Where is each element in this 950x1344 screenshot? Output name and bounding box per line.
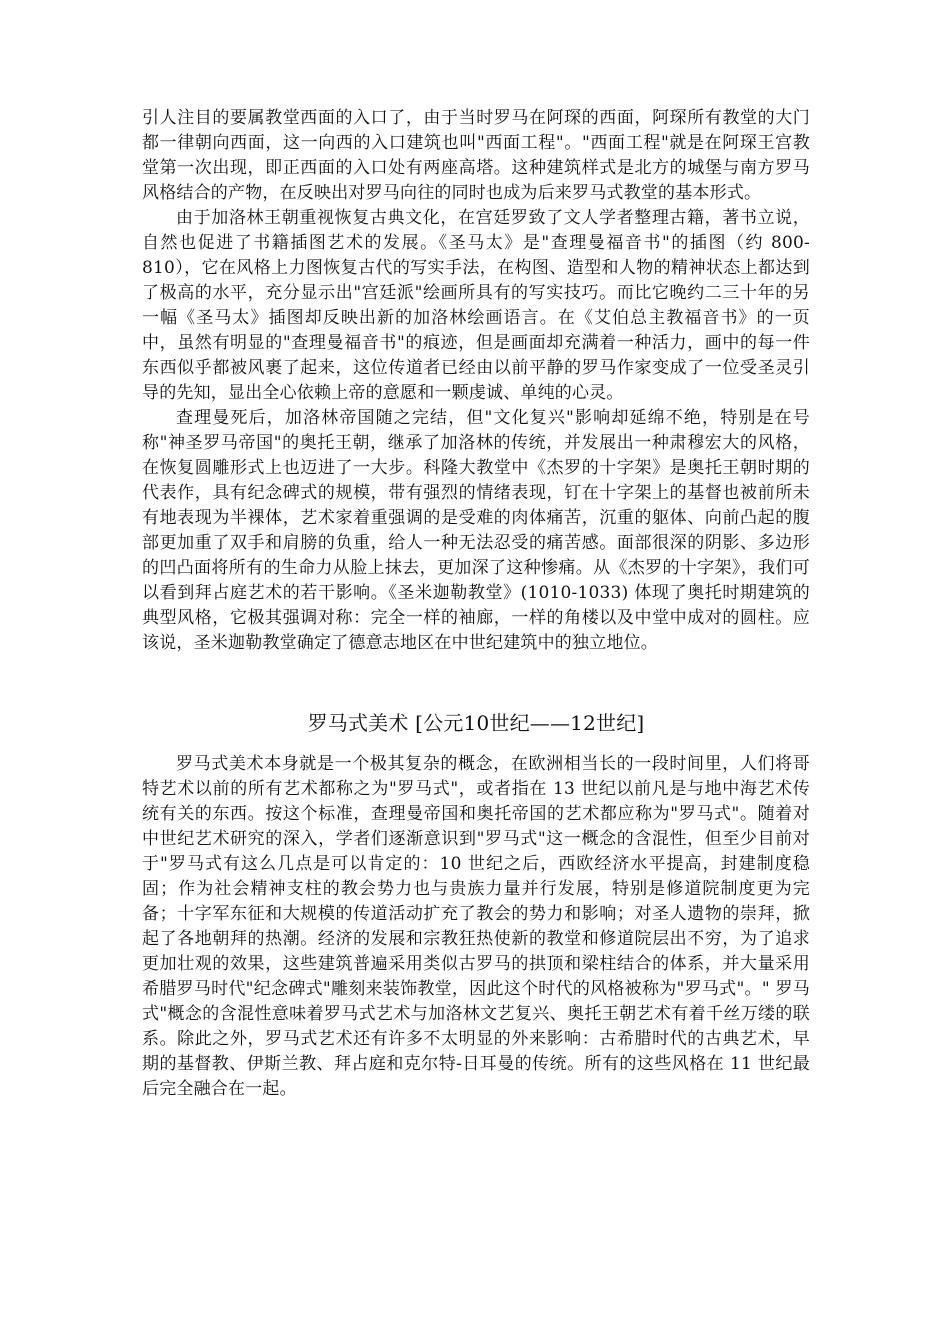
paragraph-ottonian-art: 查理曼死后，加洛林帝国随之完结，但"文化复兴"影响却延绵不绝，特别是在号称"神圣罗马帝国"的奥托王朝，继承了加洛林的传统，并发展出一种肃穆宏大的风格，在恢复圆雕形式上也迈进了一大步。科隆大教堂中《杰罗的十字架》是奥托王朝时期的代表作，具有纪念碑式的规模，带有强烈的情绪表现，钉在十字架上的基督也被前所未有地表现为半裸体，艺术家着重强调的是受难的肉体痛苦，沉重的躯体、向前凸起的腹部更加重了双手和肩膀的负重，给人一种无法忍受的痛苦感。面部很深的阴影、多边形的凹凸面将所有的生命力从脸上抹去，更加深了这种惨痛。从《杰罗的十字架》，我们可以看到拜占庭艺术的若干影响。《圣米迦勒教堂》(1010-1033) 体现了奥托时期建筑的典型风格，它极其强调对称：完全一样的袖廊，一样的角楼以及中堂中成对的圆柱。应该说，圣米迦勒教堂确定了德意志地区在中世纪建筑中的独立地位。	[142, 408, 810, 653]
paragraph-romanesque-art: 罗马式美术本身就是一个极其复杂的概念，在欧洲相当长的一段时间里，人们将哥特艺术以前的所有艺术都称之为"罗马式"，或者指在 13 世纪以前凡是与地中海艺术传统有关的东西。按这个标准，查理曼帝国和奥托帝国的艺术都应称为"罗马式"。随着对中世纪艺术研究的深入，学者们逐渐意识到"罗马式"这一概念的含混性，但至少目前对于"罗马式有这么几点是可以肯定的：10 世纪之后，西欧经济水平提高，封建制度稳固；作为社会精神支柱的教会势力也与贵族力量并行发展，特别是修道院制度更为完备；十字军东征和大规模的传道活动扩充了教会的势力和影响；对圣人遗物的崇拜，掀起了各地朝拜的热潮。经济的发展和宗教狂热使新的教堂和修道院层出不穷，为了追求更加壮观的效果，这些建筑普遍采用类似古罗马的拱顶和梁柱结合的体系，并大量采用希腊罗马时代"纪念碑式"雕刻来装饰教堂，因此这个时代的风格被称为"罗马式"。" 罗马式"概念的含混性意味着罗马式艺术与加洛林文艺复兴、奥托王朝艺术有着千丝万缕的联系。除此之外，罗马式艺术还有许多不太明显的外来影响：古希腊时代的古典艺术，早期的基督教、伊斯兰教、拜占庭和克尔特-日耳曼的传统。所有的这些风格在 11 世纪最后完全融合在一起。	[142, 754, 810, 1099]
paragraph-carolingian-architecture: 引人注目的要属教堂西面的入口了，由于当时罗马在阿琛的西面，阿琛所有教堂的大门都一律朝向西面，这一向西的入口建筑也叫"西面工程"。"西面工程"就是在阿琛王宫教堂第一次出现，即正西面的入口处有两座高塔。这种建筑样式是北方的城堡与南方罗马风格结合的产物，在反映出对罗马向往的同时也成为后来罗马式教堂的基本形式。	[142, 108, 810, 203]
paragraph-book-illustration: 由于加洛林王朝重视恢复古典文化，在宫廷罗致了文人学者整理古籍，著书立说，自然也促进了书籍插图艺术的发展。《圣马太》是"查理曼福音书"的插图（约 800-810），它在风格上力图恢复古代的写实手法，在构图、造型和人物的精神状态上都达到了极高的水平，充分显示出"宫廷派"绘画所具有的写实技巧。而比它晚约二三十年的另一幅《圣马太》插图却反映出新的加洛林绘画语言。在《艾伯总主教福音书》的一页中，虽然有明显的"查理曼福音书"的痕迹，但是画面却充满着一种活力，画中的每一件东西似乎都被风裹了起来，这位传道者已经由以前平静的罗马作家变成了一位受圣灵引导的先知，显出全心依赖上帝的意愿和一颗虔诚、单纯的心灵。	[142, 208, 810, 403]
section-title-romanesque: 罗马式美术 [公元10世纪——12世纪]	[307, 711, 645, 735]
document-body	[142, 106, 810, 1102]
